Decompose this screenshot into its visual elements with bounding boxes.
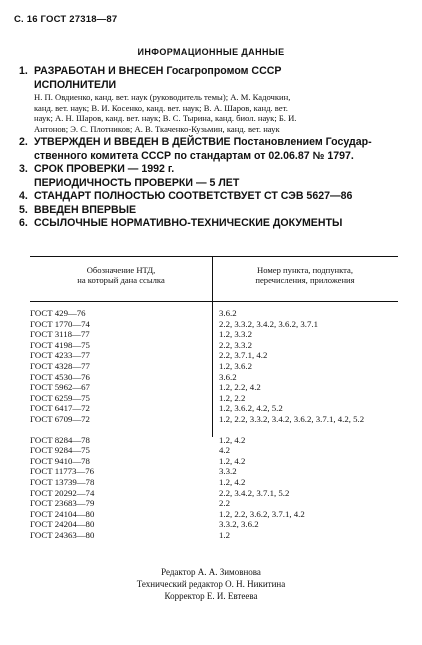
document-cell: ГОСТ 4328—77 (30, 360, 90, 371)
document-cell: ГОСТ 6259—75 (30, 392, 90, 403)
section-1 (19, 65, 416, 78)
section-6-text: ССЫЛОЧНЫЕ НОРМАТИВНО-ТЕХНИЧЕСКИЕ ДОКУМЕНТЫ (34, 217, 343, 229)
table-row (30, 329, 398, 340)
table-row (30, 509, 398, 520)
editor-line: Редактор А. А. Зимовнова (161, 567, 261, 577)
table-row (30, 466, 398, 477)
table-row (30, 361, 398, 372)
section-2 (19, 136, 416, 149)
table-row (30, 308, 398, 319)
table-row (30, 382, 398, 393)
section-6-number: 6. (19, 217, 28, 229)
clause-cell: 1.2, 2.2, 4.2 (219, 382, 261, 393)
clause-cell: 2.2, 3.3.2 (219, 339, 252, 350)
document-cell: ГОСТ 20292—74 (30, 487, 95, 498)
document-cell: ГОСТ 3118—77 (30, 329, 90, 340)
corrector-line: Корректор Е. И. Евтеева (164, 591, 258, 601)
clause-cell: 1.2, 3.6.2, 4.2, 5.2 (219, 403, 283, 414)
table-row (30, 498, 398, 509)
column-header-document-line: на который дана ссылка (77, 275, 165, 285)
section-5-text: ВВЕДЕН ВПЕРВЫЕ (34, 203, 137, 216)
section-heading: ИНФОРМАЦИОННЫЕ ДАННЫЕ (137, 47, 285, 57)
document-cell: ГОСТ 23683—79 (30, 498, 95, 509)
clause-cell: 1.2, 2.2, 3.6.2, 3.7.1, 4.2 (219, 508, 305, 519)
clause-cell: 1.2, 4.2 (219, 434, 246, 445)
document-cell: ГОСТ 5962—67 (30, 382, 90, 393)
section-4-text: СТАНДАРТ ПОЛНОСТЬЮ СООТВЕТСТВУЕТ СТ СЭВ 5627—86 (34, 190, 353, 202)
clause-cell: 2.2, 3.7.1, 4.2 (219, 350, 268, 361)
document-cell: ГОСТ 6417—72 (30, 403, 90, 414)
section-5-number: 5. (19, 203, 28, 216)
clause-cell: 3.3.2, 3.6.2 (219, 519, 259, 530)
document-cell: ГОСТ 4530—76 (30, 371, 90, 382)
authors-list (34, 92, 416, 134)
section-2-line-b: ственного комитета СССР по стандартам от 02.06.87 № 1797. (34, 149, 354, 162)
credits (0, 566, 422, 602)
clause-cell: 3.6.2 (219, 371, 237, 382)
section-4-number: 4. (19, 190, 28, 202)
table-row (30, 403, 398, 414)
table-row (30, 340, 398, 351)
clause-cell: 2.2 (219, 498, 230, 509)
row-group-gap (30, 425, 398, 435)
info-sections (19, 65, 416, 231)
document-cell: ГОСТ 24363—80 (30, 529, 95, 540)
table-row (30, 414, 398, 425)
section-1-number: 1. (19, 65, 28, 77)
table-row (30, 488, 398, 499)
table-row (30, 445, 398, 456)
table-row (30, 519, 398, 530)
authors-line: наук; А. Н. Шаров, канд. вет. наук; В. С. Тырина, канд. биол. наук; Б. И. (34, 113, 297, 123)
section-4 (19, 190, 416, 203)
section-6 (19, 217, 416, 230)
clause-cell: 3.3.2 (219, 466, 237, 477)
document-cell: ГОСТ 4198—75 (30, 339, 90, 350)
section-3 (19, 163, 416, 176)
clause-cell: 1.2, 4.2 (219, 476, 246, 487)
references-table (30, 256, 398, 540)
clause-cell: 3.6.2 (219, 308, 237, 318)
table-body (30, 308, 398, 540)
table-row (30, 456, 398, 467)
running-head: С. 16 ГОСТ 27318—87 (14, 14, 118, 25)
clause-cell: 2.2, 3.3.2, 3.4.2, 3.6.2, 3.7.1 (219, 318, 318, 329)
column-header-clause-line: перечисления, приложения (255, 275, 355, 285)
clause-cell: 2.2, 3.4.2, 3.7.1, 5.2 (219, 487, 290, 498)
section-3-line-b: ПЕРИОДИЧНОСТЬ ПРОВЕРКИ — 5 ЛЕТ (34, 176, 240, 189)
clause-cell: 1.2, 2.2 (219, 392, 246, 403)
authors-line: Антонов; Э. С. Плотников; А. В. Ткаченко-Кузьмин, канд. вет. наук (34, 123, 280, 134)
clause-cell: 1.2, 4.2 (219, 455, 246, 466)
table-row (30, 372, 398, 383)
column-header-document-line: Обозначение НТД, (86, 265, 156, 275)
tech-editor-line: Технический редактор О. Н. Никитина (136, 579, 286, 589)
clause-cell: 1.2, 3.3.2 (219, 329, 252, 340)
document-cell: ГОСТ 8284—78 (30, 434, 90, 445)
document-cell: ГОСТ 9284—75 (30, 445, 90, 456)
section-5 (19, 203, 416, 217)
column-header-clause-line: Номер пункта, подпункта, (257, 265, 353, 275)
document-cell: ГОСТ 1770—74 (30, 318, 90, 329)
document-cell: ГОСТ 24104—80 (30, 508, 95, 519)
document-cell: ГОСТ 13739—78 (30, 476, 95, 487)
column-header-document (30, 265, 212, 285)
document-cell: ГОСТ 4233—77 (30, 350, 90, 361)
table-row (30, 319, 398, 330)
table-row (30, 435, 398, 446)
section-1-title: РАЗРАБОТАН И ВНЕСЕН Госагропромом СССР (34, 65, 282, 77)
table-row (30, 393, 398, 404)
clause-cell: 4.2 (219, 445, 230, 456)
authors-line: Н. П. Овдиенко, канд. вет. наук (руководитель темы); А. М. Кадочкин, (34, 92, 291, 102)
column-header-clause (212, 265, 398, 285)
section-3-number: 3. (19, 163, 28, 175)
clause-cell: 1.2 (219, 529, 230, 540)
table-row (30, 350, 398, 361)
section-2-line-a: УТВЕРЖДЕН И ВВЕДЕН В ДЕЙСТВИЕ Постановлением Государ- (34, 136, 372, 148)
clause-cell: 1.2, 2.2, 3.3.2, 3.4.2, 3.6.2, 3.7.1, 4.2, 5.2 (219, 413, 365, 424)
document-cell: ГОСТ 9410—78 (30, 455, 90, 466)
clause-cell: 1.2, 3.6.2 (219, 360, 252, 371)
document-cell: ГОСТ 6709—72 (30, 413, 90, 424)
section-2-number: 2. (19, 136, 28, 148)
section-1-executors-label: ИСПОЛНИТЕЛИ (34, 78, 117, 91)
document-cell: ГОСТ 11773—76 (30, 466, 95, 477)
document-cell: ГОСТ 429—76 (30, 308, 86, 318)
table-row (30, 530, 398, 541)
section-3-line-a: СРОК ПРОВЕРКИ — 1992 г. (34, 163, 175, 175)
table-row (30, 477, 398, 488)
table-header (30, 256, 398, 302)
document-cell: ГОСТ 24204—80 (30, 519, 95, 530)
authors-line: канд. вет. наук; В. И. Косенко, канд. вет. наук; В. А. Шаров, канд. вет. (34, 102, 288, 113)
